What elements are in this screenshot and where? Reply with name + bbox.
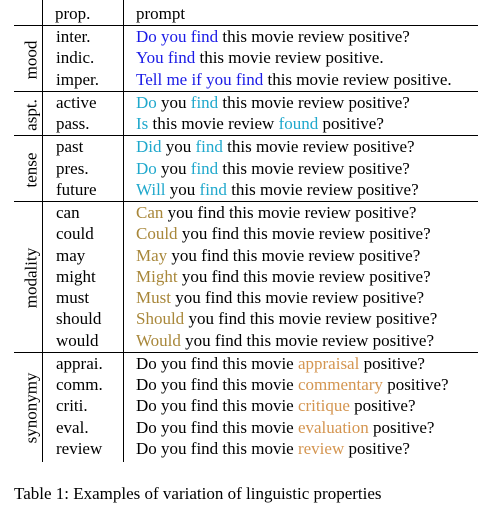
highlighted-segment: critique [297,396,350,416]
highlighted-segment: find [195,137,223,157]
highlighted-segment: find [190,158,219,178]
rule-header [14,25,478,26]
text-segment: you find this movie review positive? [177,224,431,244]
prop-cell: may [56,245,86,265]
text-segment: positive? [344,438,410,458]
prompt-cell [136,332,434,349]
prompt-cell [136,310,437,327]
text-segment: Do you find this movie [136,375,298,394]
header-prompt: prompt [136,4,186,23]
prop-cell: comm. [56,375,103,394]
text-segment: you find this movie review positive? [167,245,421,265]
prop-cell: criti. [56,396,88,416]
group-separator [14,135,478,136]
header-prop: prop. [55,4,91,23]
prompt-cell [136,268,431,285]
highlighted-segment: Should [136,309,185,329]
highlighted-segment: Must [136,288,171,307]
prompt-cell [136,247,420,264]
prompt-cell [136,181,419,198]
prompt-cell [136,397,416,414]
prompt-cell [136,204,416,221]
prop-cell: apprai. [56,353,103,373]
text-segment: this movie review positive. [263,69,452,89]
prop-cell: might [56,266,96,286]
prompt-cell [136,440,410,457]
text-segment: you find this movie review positive? [184,309,438,329]
prompt-cell [136,225,431,242]
text-segment: positive? [382,375,449,394]
group-label: aspt. [21,99,41,131]
prop-cell: active [56,92,97,112]
text-segment: positive? [359,353,425,373]
prop-cell: past [56,137,84,157]
text-segment: this movie review positive? [218,92,410,112]
prop-cell: imper. [56,69,99,89]
text-segment: Do you find this movie [136,438,298,458]
prompt-cell [136,94,410,111]
highlighted-segment: Is [136,114,149,133]
highlighted-segment: Tell me if you find [136,69,264,89]
highlighted-segment: Could [136,224,178,244]
highlighted-segment: evaluation [297,417,369,437]
text-segment: positive? [318,114,384,133]
text-segment: this movie review [148,114,279,133]
highlighted-segment: Do [136,158,157,178]
text-segment: you [156,158,191,178]
table-caption: Table 1: Examples of variation of linguistic properties [14,484,382,503]
group-label: synonymy [21,372,41,444]
text-segment: this movie review positive? [218,158,410,178]
highlighted-segment: commentary [297,375,383,394]
prompt-cell [136,138,415,155]
prompt-cell [136,28,410,45]
highlighted-segment: You find [136,48,196,68]
prop-cell: indic. [56,48,95,68]
highlighted-segment: find [190,92,219,112]
highlighted-segment: Do you find [136,27,219,46]
text-segment: this movie review positive. [195,48,384,68]
highlighted-segment: Might [136,266,178,286]
group-label: mood [21,40,41,80]
prompt-cell [136,419,434,436]
prop-cell: eval. [56,417,89,437]
prompt-cell [136,376,449,393]
text-segment: you [161,137,196,157]
prompt-cell [136,71,452,88]
prop-cell: inter. [56,27,91,46]
group-separator [14,352,478,353]
group-separator [14,91,478,92]
text-segment: this movie review positive? [226,179,419,199]
column-rule-left [42,0,43,462]
prop-cell: review [56,438,103,458]
prop-cell: pass. [56,114,90,133]
highlighted-segment: find [199,179,227,199]
prop-cell: can [56,203,80,222]
text-segment: you find this movie review positive? [163,203,417,222]
prompt-cell [136,355,425,372]
text-segment: you find this movie review positive? [177,266,431,286]
highlighted-segment: Did [136,137,162,157]
highlighted-segment: review [297,438,345,458]
group-label: tense [21,152,41,188]
highlighted-segment: appraisal [297,353,360,373]
text-segment: Do you find this movie [136,353,298,373]
prop-cell: pres. [56,158,89,178]
prompt-cell [136,289,424,306]
column-rule-right [123,0,124,462]
text-segment: you find this movie review positive? [180,330,434,350]
prop-cell: should [56,309,102,329]
text-segment: Do you find this movie [136,396,298,416]
text-segment: you [156,92,191,112]
text-segment: you find this movie review positive? [170,288,425,307]
highlighted-segment: Would [136,330,181,350]
text-segment: positive? [349,396,416,416]
text-segment: positive? [368,417,435,437]
prompt-cell [136,160,410,177]
text-segment: you [165,179,200,199]
highlighted-segment: Can [136,203,164,222]
text-segment: this movie review positive? [218,27,410,46]
group-separator [14,201,478,202]
highlighted-segment: found [278,114,319,133]
prop-cell: future [56,179,97,199]
group-label: modality [21,248,41,309]
prop-cell: could [56,224,94,244]
text-segment: Do you find this movie [136,417,298,437]
text-segment: this movie review positive? [222,137,415,157]
prop-cell: must [56,288,90,307]
prompt-cell [136,49,384,66]
prop-cell: would [56,330,99,350]
prompt-cell [136,115,384,132]
highlighted-segment: Do [136,92,157,112]
highlighted-segment: May [136,245,168,265]
highlighted-segment: Will [136,179,166,199]
